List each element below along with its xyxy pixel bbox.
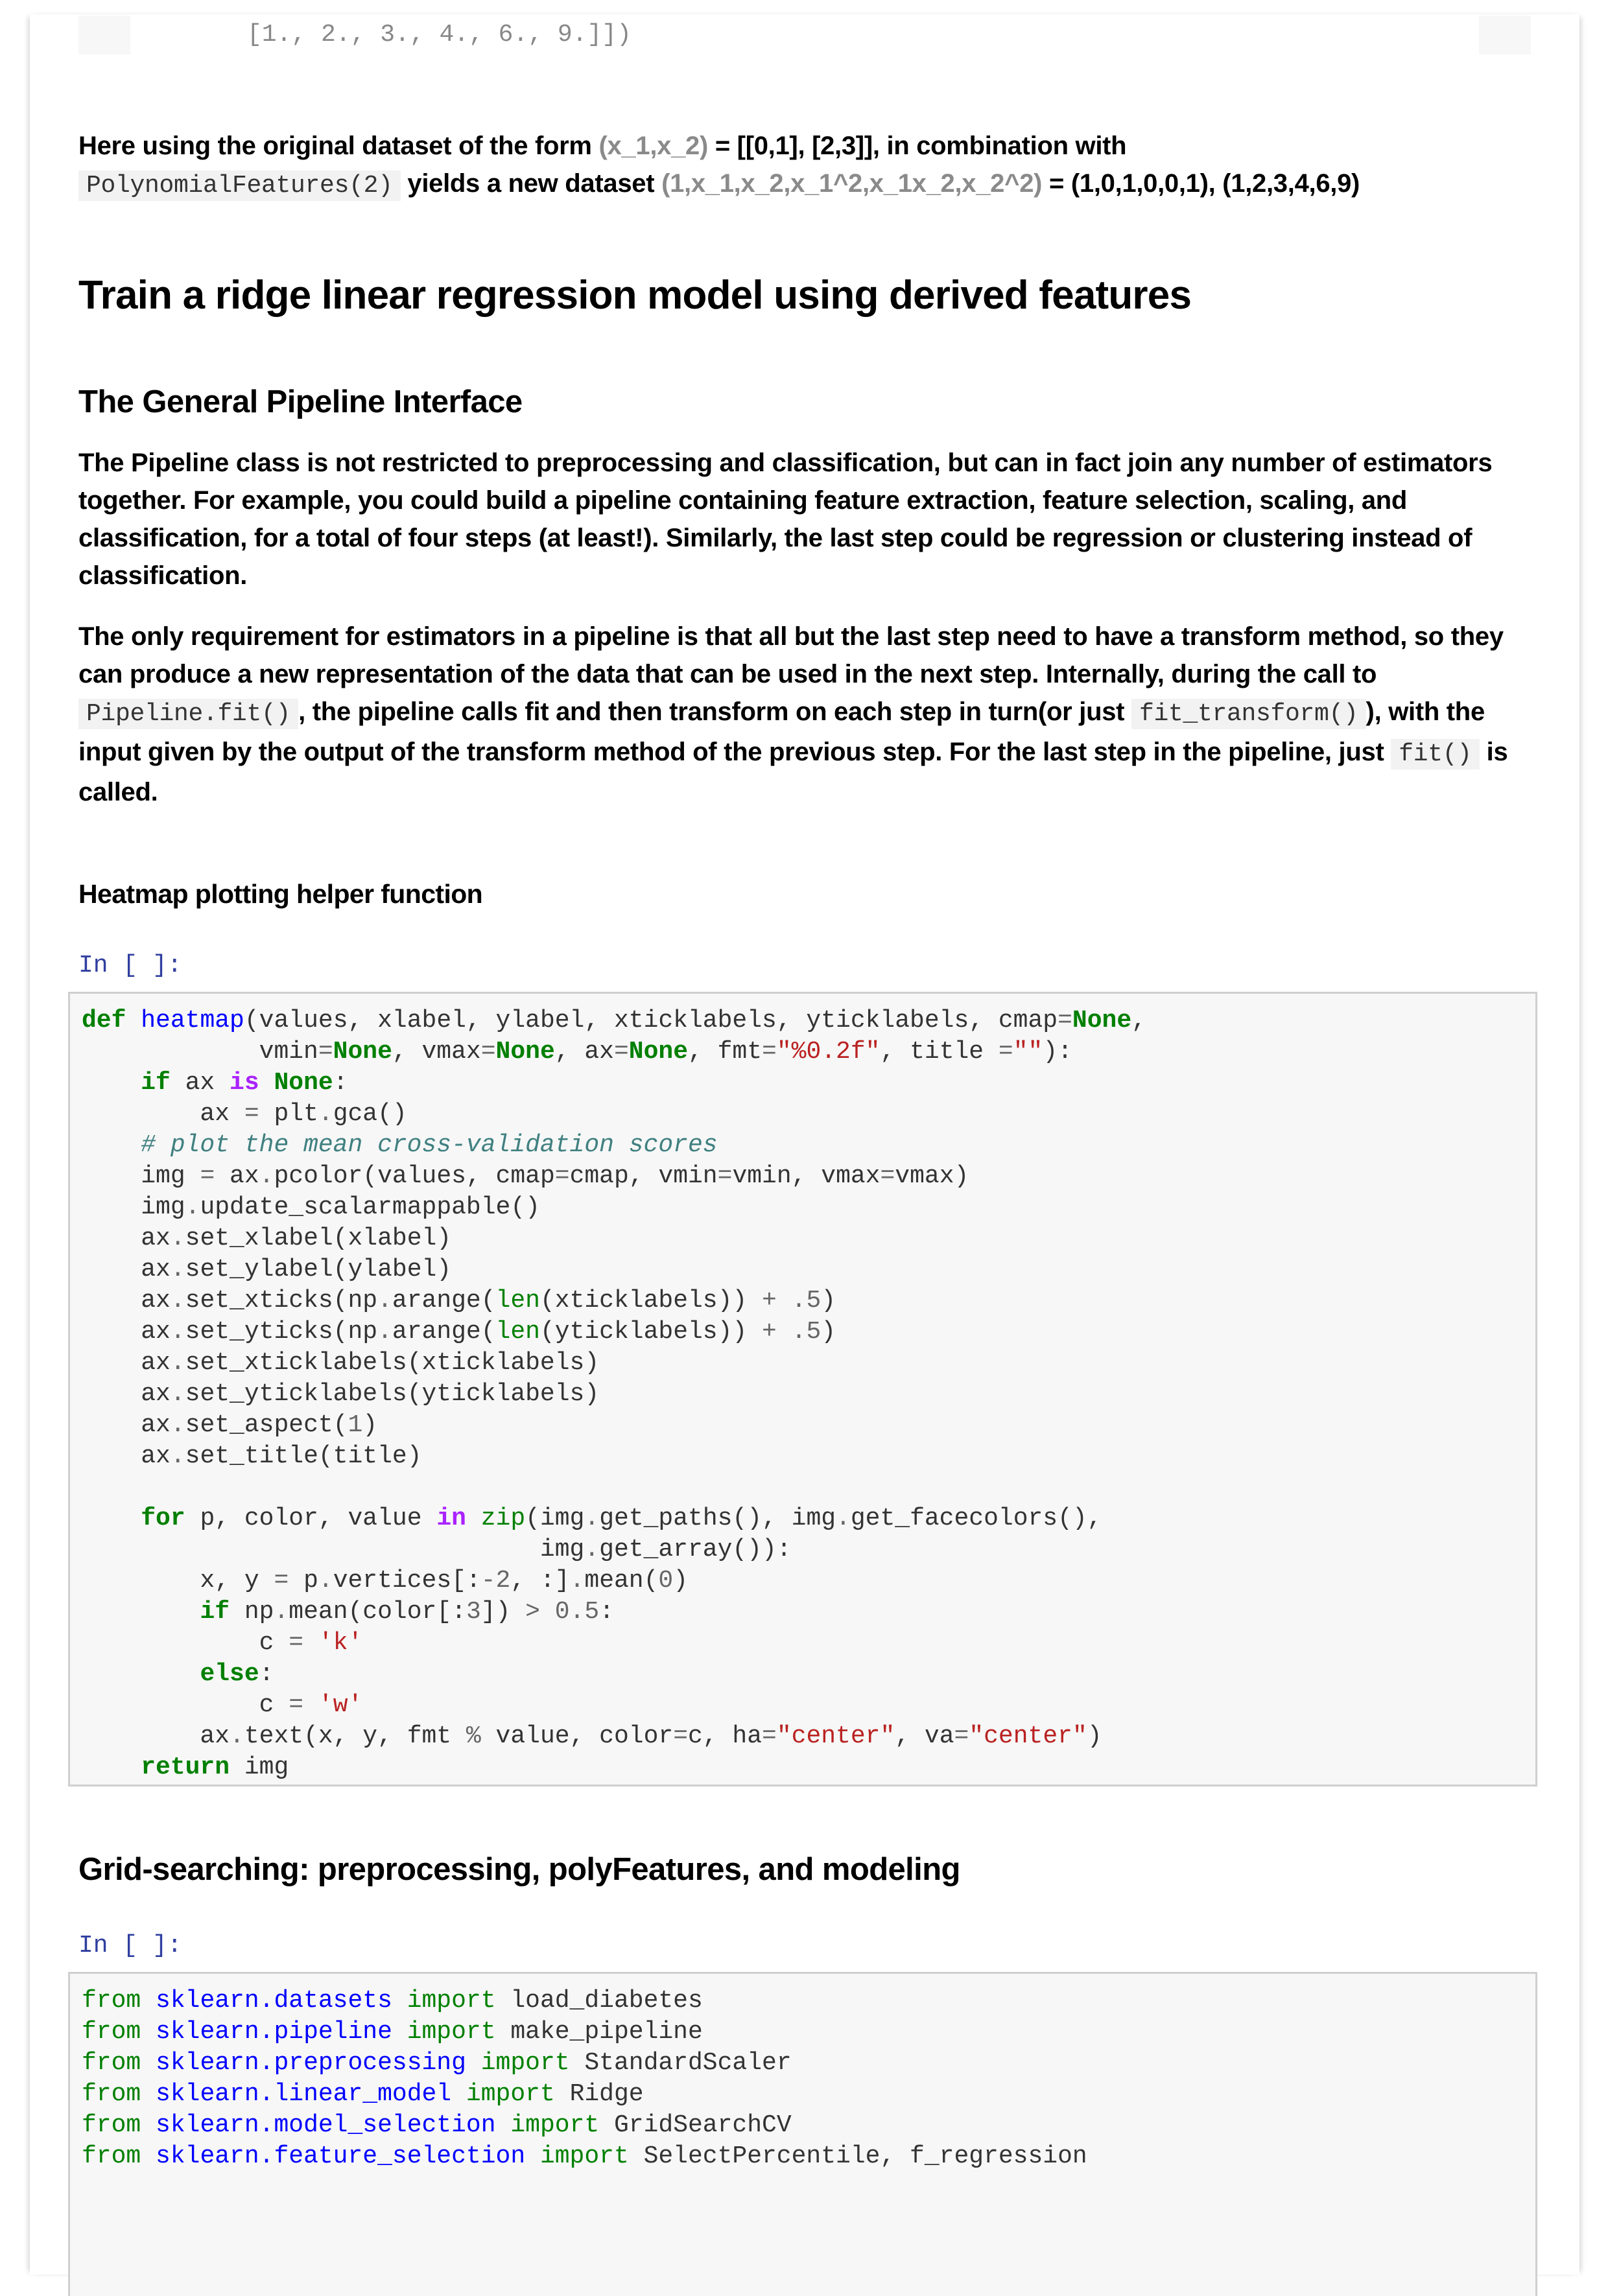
- keyword-from: from: [82, 2080, 141, 2108]
- cell-prompt: In [ ]:: [78, 1932, 182, 1960]
- cell-right-margin: [1479, 16, 1531, 54]
- imported-name: SelectPercentile, f_regression: [643, 2142, 1087, 2170]
- keyword-from: from: [82, 2018, 141, 2046]
- code-imports: [82, 1986, 1087, 2172]
- module-name: sklearn.linear_model: [156, 2080, 452, 2108]
- keyword-import: import: [466, 2080, 555, 2108]
- heading-heatmap-helper: Heatmap plotting helper function: [78, 879, 483, 909]
- import-line: [82, 2142, 1087, 2170]
- imported-name: load_diabetes: [510, 1987, 703, 2015]
- import-line: [82, 2018, 703, 2046]
- paragraph-pipeline-requirements: [78, 618, 1531, 811]
- text-run: ), with the input given by the output of the transform method of the previous step. For the last step in the pipeline, just: [78, 697, 1485, 766]
- imported-name: GridSearchCV: [613, 2111, 792, 2139]
- import-line: [82, 2080, 644, 2108]
- cell-prompt: In [ ]:: [78, 952, 182, 979]
- keyword-from: from: [82, 2142, 141, 2170]
- keyword-import: import: [539, 2142, 629, 2170]
- text-run: Here using the original dataset of the form: [78, 132, 599, 160]
- heading-pipeline-interface: The General Pipeline Interface: [78, 384, 523, 419]
- import-line: [82, 2111, 792, 2139]
- module-name: sklearn.model_selection: [156, 2111, 496, 2139]
- math-run: (1,x_1,x_2,x_1^2,x_1x_2,x_2^2): [661, 169, 1043, 198]
- module-name: sklearn.feature_selection: [156, 2142, 526, 2170]
- heading-grid-search: Grid-searching: preprocessing, polyFeatures, and modeling: [78, 1852, 960, 1887]
- text-run: yields a new dataset: [400, 169, 662, 198]
- code-cell-imports[interactable]: [68, 1972, 1537, 2296]
- import-line: [82, 1987, 703, 2015]
- code-cell-heatmap[interactable]: [68, 992, 1537, 1786]
- keyword-from: from: [82, 2111, 141, 2139]
- text-run: = (1,0,1,0,0,1), (1,2,3,4,6,9): [1042, 169, 1360, 198]
- heading-train-ridge: Train a ridge linear regression model using derived features: [78, 273, 1192, 318]
- keyword-import: import: [480, 2049, 570, 2077]
- paragraph-pipeline-class: [78, 444, 1531, 594]
- output-text: [1., 2., 3., 4., 6., 9.]]): [247, 21, 632, 49]
- inline-code: fit(): [1391, 739, 1480, 769]
- inline-code: PolynomialFeatures(2): [78, 170, 401, 201]
- module-name: sklearn.preprocessing: [156, 2049, 466, 2077]
- math-run: (x_1,x_2): [598, 132, 708, 160]
- keyword-import: import: [510, 2111, 600, 2139]
- keyword-from: from: [82, 1987, 141, 2015]
- text-run: , the pipeline calls fit and then transform on each step in turn(or just: [298, 697, 1131, 726]
- module-name: sklearn.pipeline: [156, 2018, 392, 2046]
- cell-left-margin: [78, 16, 130, 54]
- inline-code: fit_transform(): [1131, 699, 1366, 729]
- import-line: [82, 2049, 792, 2077]
- imported-name: StandardScaler: [584, 2049, 792, 2077]
- keyword-import: import: [407, 2018, 496, 2046]
- output-cell: [78, 16, 1531, 54]
- paragraph-text: The Pipeline class is not restricted to preprocessing and classification, but can in fact join any number of estimators together. For example, you could build a pipeline containing feature extraction, feature selection, scaling, and classification, for a total of four steps (at least!). Similarly, the last step could be regression or clustering instead of classification.: [78, 449, 1493, 590]
- keyword-from: from: [82, 2049, 141, 2077]
- keyword-import: import: [407, 1987, 496, 2015]
- paragraph-polynomial-features: [78, 127, 1531, 205]
- text-run: = [[0,1], [2,3]], in combination with: [708, 132, 1127, 160]
- imported-name: make_pipeline: [510, 2018, 703, 2046]
- text-run: is called.: [78, 738, 1508, 806]
- code-heatmap: def heatmap(values, xlabel, ylabel, xticklabels, yticklabels, cmap=None, vmin=None, vmax=None, ax=None, fmt="%0.2f", title =""): if ax is None: ax = plt.gca() # plot the mean cross-validation scores img = ax.pcolor(values, cmap=cmap, vmin=vmin, vmax=vmax) img.update_scalarmappable() ax.set_xlabel(xlabel) ax.set_ylabel(ylabel) ax.set_xticks(np.arange(len(xticklabels)) + .5) ax.set_yticks(np.arange(len(yticklabels)) + .5) ax.set_xticklabels(xticklabels) ax.set_yticklabels(yticklabels) ax.set_aspect(1) ax.set_title(title) for p, color, value in zip(img.get_paths(), img.get_facecolors(), img.get_array()): x, y = p.vertices[:-2, :].mean(0) if np.mean(color[:3]) > 0.5: c = 'k' else: c = 'w' ax.text(x, y, fmt % value, color=c, ha="center", va="center") return img: [82, 1007, 1146, 1781]
- inline-code: Pipeline.fit(): [78, 699, 298, 729]
- imported-name: Ridge: [569, 2080, 644, 2108]
- module-name: sklearn.datasets: [156, 1987, 392, 2015]
- text-run: The only requirement for estimators in a pipeline is that all but the last step need to have a transform method, so they can produce a new representation of the data that can be used in the next step. Internally, during the call to: [78, 622, 1504, 688]
